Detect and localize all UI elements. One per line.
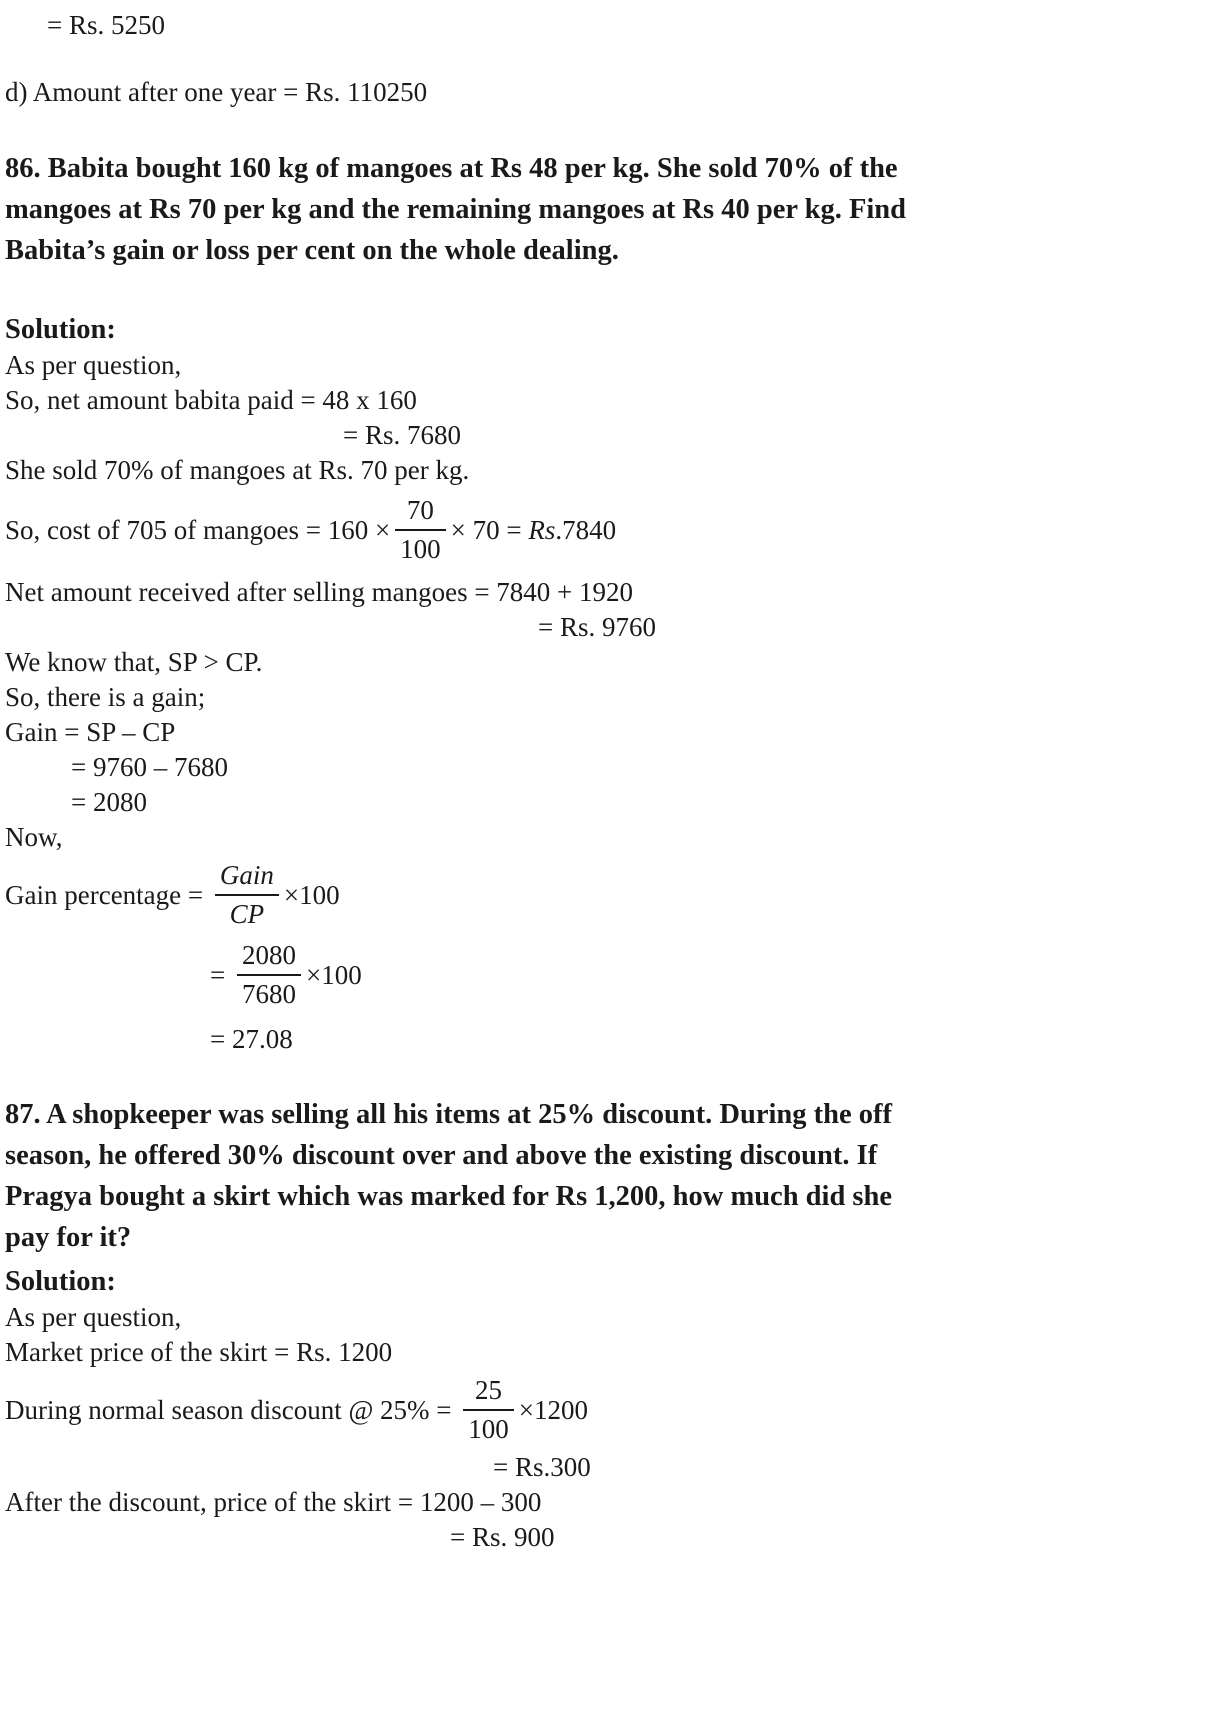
problem-heading bbox=[5, 148, 1190, 271]
math-text: ×100 bbox=[305, 959, 362, 990]
heading-line: mangoes at Rs 70 per kg and the remaining mangoes at Rs 40 per kg. Find bbox=[5, 194, 906, 225]
text-line: Net amount received after selling mangoes = 7840 + 1920 bbox=[5, 577, 634, 607]
text-line: = Rs. 5250 bbox=[47, 10, 165, 40]
heading-line: 86. Babita bought 160 kg of mangoes at Rs 48 per kg. She sold 70% of the bbox=[5, 153, 898, 184]
heading-line: Pragya bought a skirt which was marked for Rs 1,200, how much did she bbox=[5, 1181, 893, 1212]
heading-line: pay for it? bbox=[5, 1222, 132, 1253]
math-text: During normal season discount @ 25% = bbox=[5, 1394, 459, 1425]
fraction-numerator: 2080 bbox=[237, 939, 301, 976]
math-text: ×1200 bbox=[518, 1394, 589, 1425]
heading-line: Babita’s gain or loss per cent on the whole dealing. bbox=[5, 235, 619, 266]
solution-label: Solution: bbox=[5, 314, 116, 345]
text-line: She sold 70% of mangoes at Rs. 70 per kg. bbox=[5, 455, 470, 485]
fraction bbox=[237, 939, 301, 1011]
text-line: = 2080 bbox=[71, 787, 147, 817]
heading-line: 87. A shopkeeper was selling all his items at 25% discount. During the off bbox=[5, 1099, 893, 1130]
solution-label: Solution: bbox=[5, 1266, 116, 1297]
text-line: Now, bbox=[5, 822, 63, 852]
text-line: We know that, SP > CP. bbox=[5, 647, 263, 677]
fraction-denominator: CP bbox=[229, 899, 265, 929]
math-line bbox=[210, 935, 1190, 1015]
math-text: So, cost of 705 of mangoes = 160 × bbox=[5, 514, 391, 545]
text-line: = Rs. 900 bbox=[450, 1522, 555, 1552]
math-text: .7840 bbox=[555, 514, 617, 545]
fraction-numerator: 25 bbox=[463, 1374, 514, 1411]
math-text: Gain percentage = bbox=[5, 879, 210, 910]
fraction-denominator: 7680 bbox=[241, 979, 296, 1009]
text-line: As per question, bbox=[5, 350, 182, 380]
text-line: = 9760 – 7680 bbox=[71, 752, 228, 782]
fraction bbox=[463, 1374, 514, 1446]
problem-heading bbox=[5, 1094, 1190, 1258]
math-line bbox=[5, 1370, 1190, 1450]
fraction bbox=[395, 494, 446, 566]
heading-line: season, he offered 30% discount over and above the existing discount. If bbox=[5, 1140, 878, 1171]
text-line: = Rs. 7680 bbox=[343, 420, 461, 450]
text-line: Market price of the skirt = Rs. 1200 bbox=[5, 1337, 393, 1367]
fraction-numerator: Gain bbox=[215, 859, 279, 896]
text-line: As per question, bbox=[5, 1302, 182, 1332]
fraction-denominator: 100 bbox=[400, 534, 441, 564]
text-line: So, there is a gain; bbox=[5, 682, 206, 712]
fraction bbox=[215, 859, 279, 931]
text-line: = 27.08 bbox=[210, 1024, 293, 1054]
text-line: So, net amount babita paid = 48 x 160 bbox=[5, 385, 417, 415]
math-text: Rs bbox=[528, 514, 556, 545]
text-line: = Rs.300 bbox=[493, 1452, 591, 1482]
math-text: = bbox=[210, 959, 232, 990]
math-line bbox=[5, 490, 1190, 570]
math-text: × 70 = bbox=[450, 514, 529, 545]
fraction-denominator: 100 bbox=[468, 1414, 509, 1444]
math-text: ×100 bbox=[283, 879, 340, 910]
text-line: = Rs. 9760 bbox=[538, 612, 656, 642]
text-line: After the discount, price of the skirt = 1200 – 300 bbox=[5, 1487, 542, 1517]
text-line: Gain = SP – CP bbox=[5, 717, 176, 747]
fraction-numerator: 70 bbox=[395, 494, 446, 531]
math-line bbox=[5, 855, 1190, 935]
text-line: d) Amount after one year = Rs. 110250 bbox=[5, 77, 428, 107]
